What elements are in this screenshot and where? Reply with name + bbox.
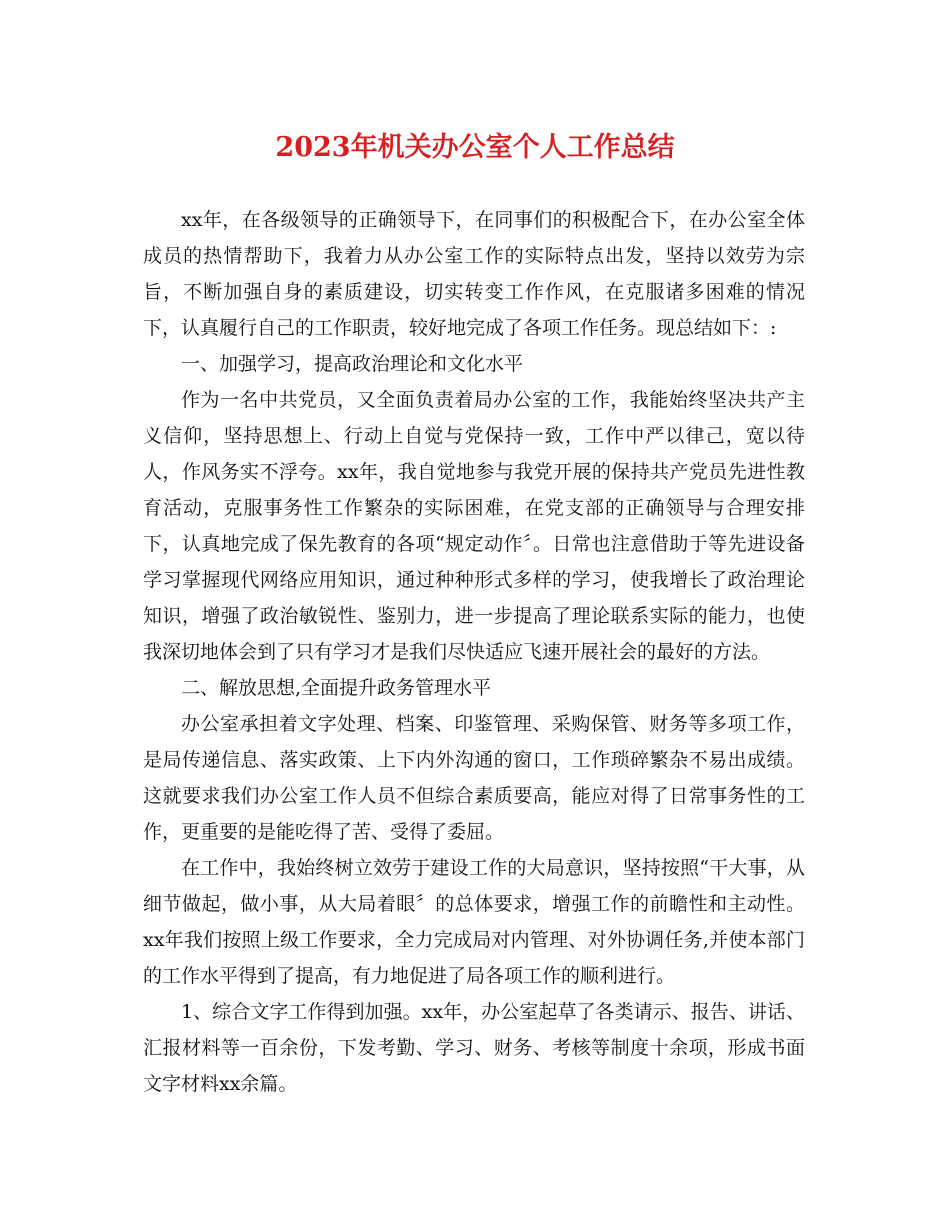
section-heading-1: 一、加强学习，提高政治理论和文化水平 bbox=[181, 353, 524, 375]
paragraph-work-approach: 在工作中，我始终树立效劳于建设工作的大局意识，坚持按照“干大事，从细节做起，做小事，从大局着眼〞的总体要求，增强工作的前瞻性和主动性。xx年我们按照上级工作要求，全力完成局对内管理、对外协调任务,并使本部门的工作水平得到了提高，有力地促进了局各项工作的顺利进行。 bbox=[143, 857, 805, 987]
document-title: 2023年机关办公室个人工作总结 bbox=[275, 132, 675, 163]
paragraph-writing-work: 1、综合文字工作得到加强。xx年，办公室起草了各类请示、报告、讲话、汇报材料等一百余份，下发考勤、学习、财务、考核等制度十余项，形成书面文字材料xx余篇。 bbox=[143, 1001, 805, 1095]
section-heading-2: 二、解放思想,全面提升政务管理水平 bbox=[181, 677, 492, 699]
paragraph-office-duties: 办公室承担着文字处理、档案、印鉴管理、采购保管、财务等多项工作，是局传递信息、落实政策、上下内外沟通的窗口，工作琐碎繁杂不易出成绩。这就要求我们办公室工作人员不但综合素质要高，能应对得了日常事务性的工作，更重要的是能吃得了苦、受得了委屈。 bbox=[143, 713, 805, 843]
document-body bbox=[143, 202, 805, 1102]
paragraph-study: 作为一名中共党员，又全面负责着局办公室的工作，我能始终坚决共产主义信仰，坚持思想上、行动上自觉与党保持一致，工作中严以律己，宽以待人，作风务实不浮夸。xx年，我自觉地参与我党开展的保持共产党员先进性教育活动，克服事务性工作繁杂的实际困难，在党支部的正确领导与合理安排下，认真地完成了保先教育的各项“规定动作〞。日常也注意借助于等先进设备学习掌握现代网络应用知识，通过种种形式多样的学习，使我增长了政治理论知识，增强了政治敏锐性、鉴别力，进一步提高了理论联系实际的能力，也使我深切地体会到了只有学习才是我们尽快适应飞速开展社会的最好的方法。 bbox=[143, 389, 805, 663]
paragraph-intro: xx年，在各级领导的正确领导下，在同事们的积极配合下，在办公室全体成员的热情帮助下，我着力从办公室工作的实际特点出发，坚持以效劳为宗旨，不断加强自身的素质建设，切实转变工作作风，在克服诸多困难的情况下，认真履行自己的工作职责，较好地完成了各项工作任务。现总结如下：: bbox=[143, 209, 805, 339]
